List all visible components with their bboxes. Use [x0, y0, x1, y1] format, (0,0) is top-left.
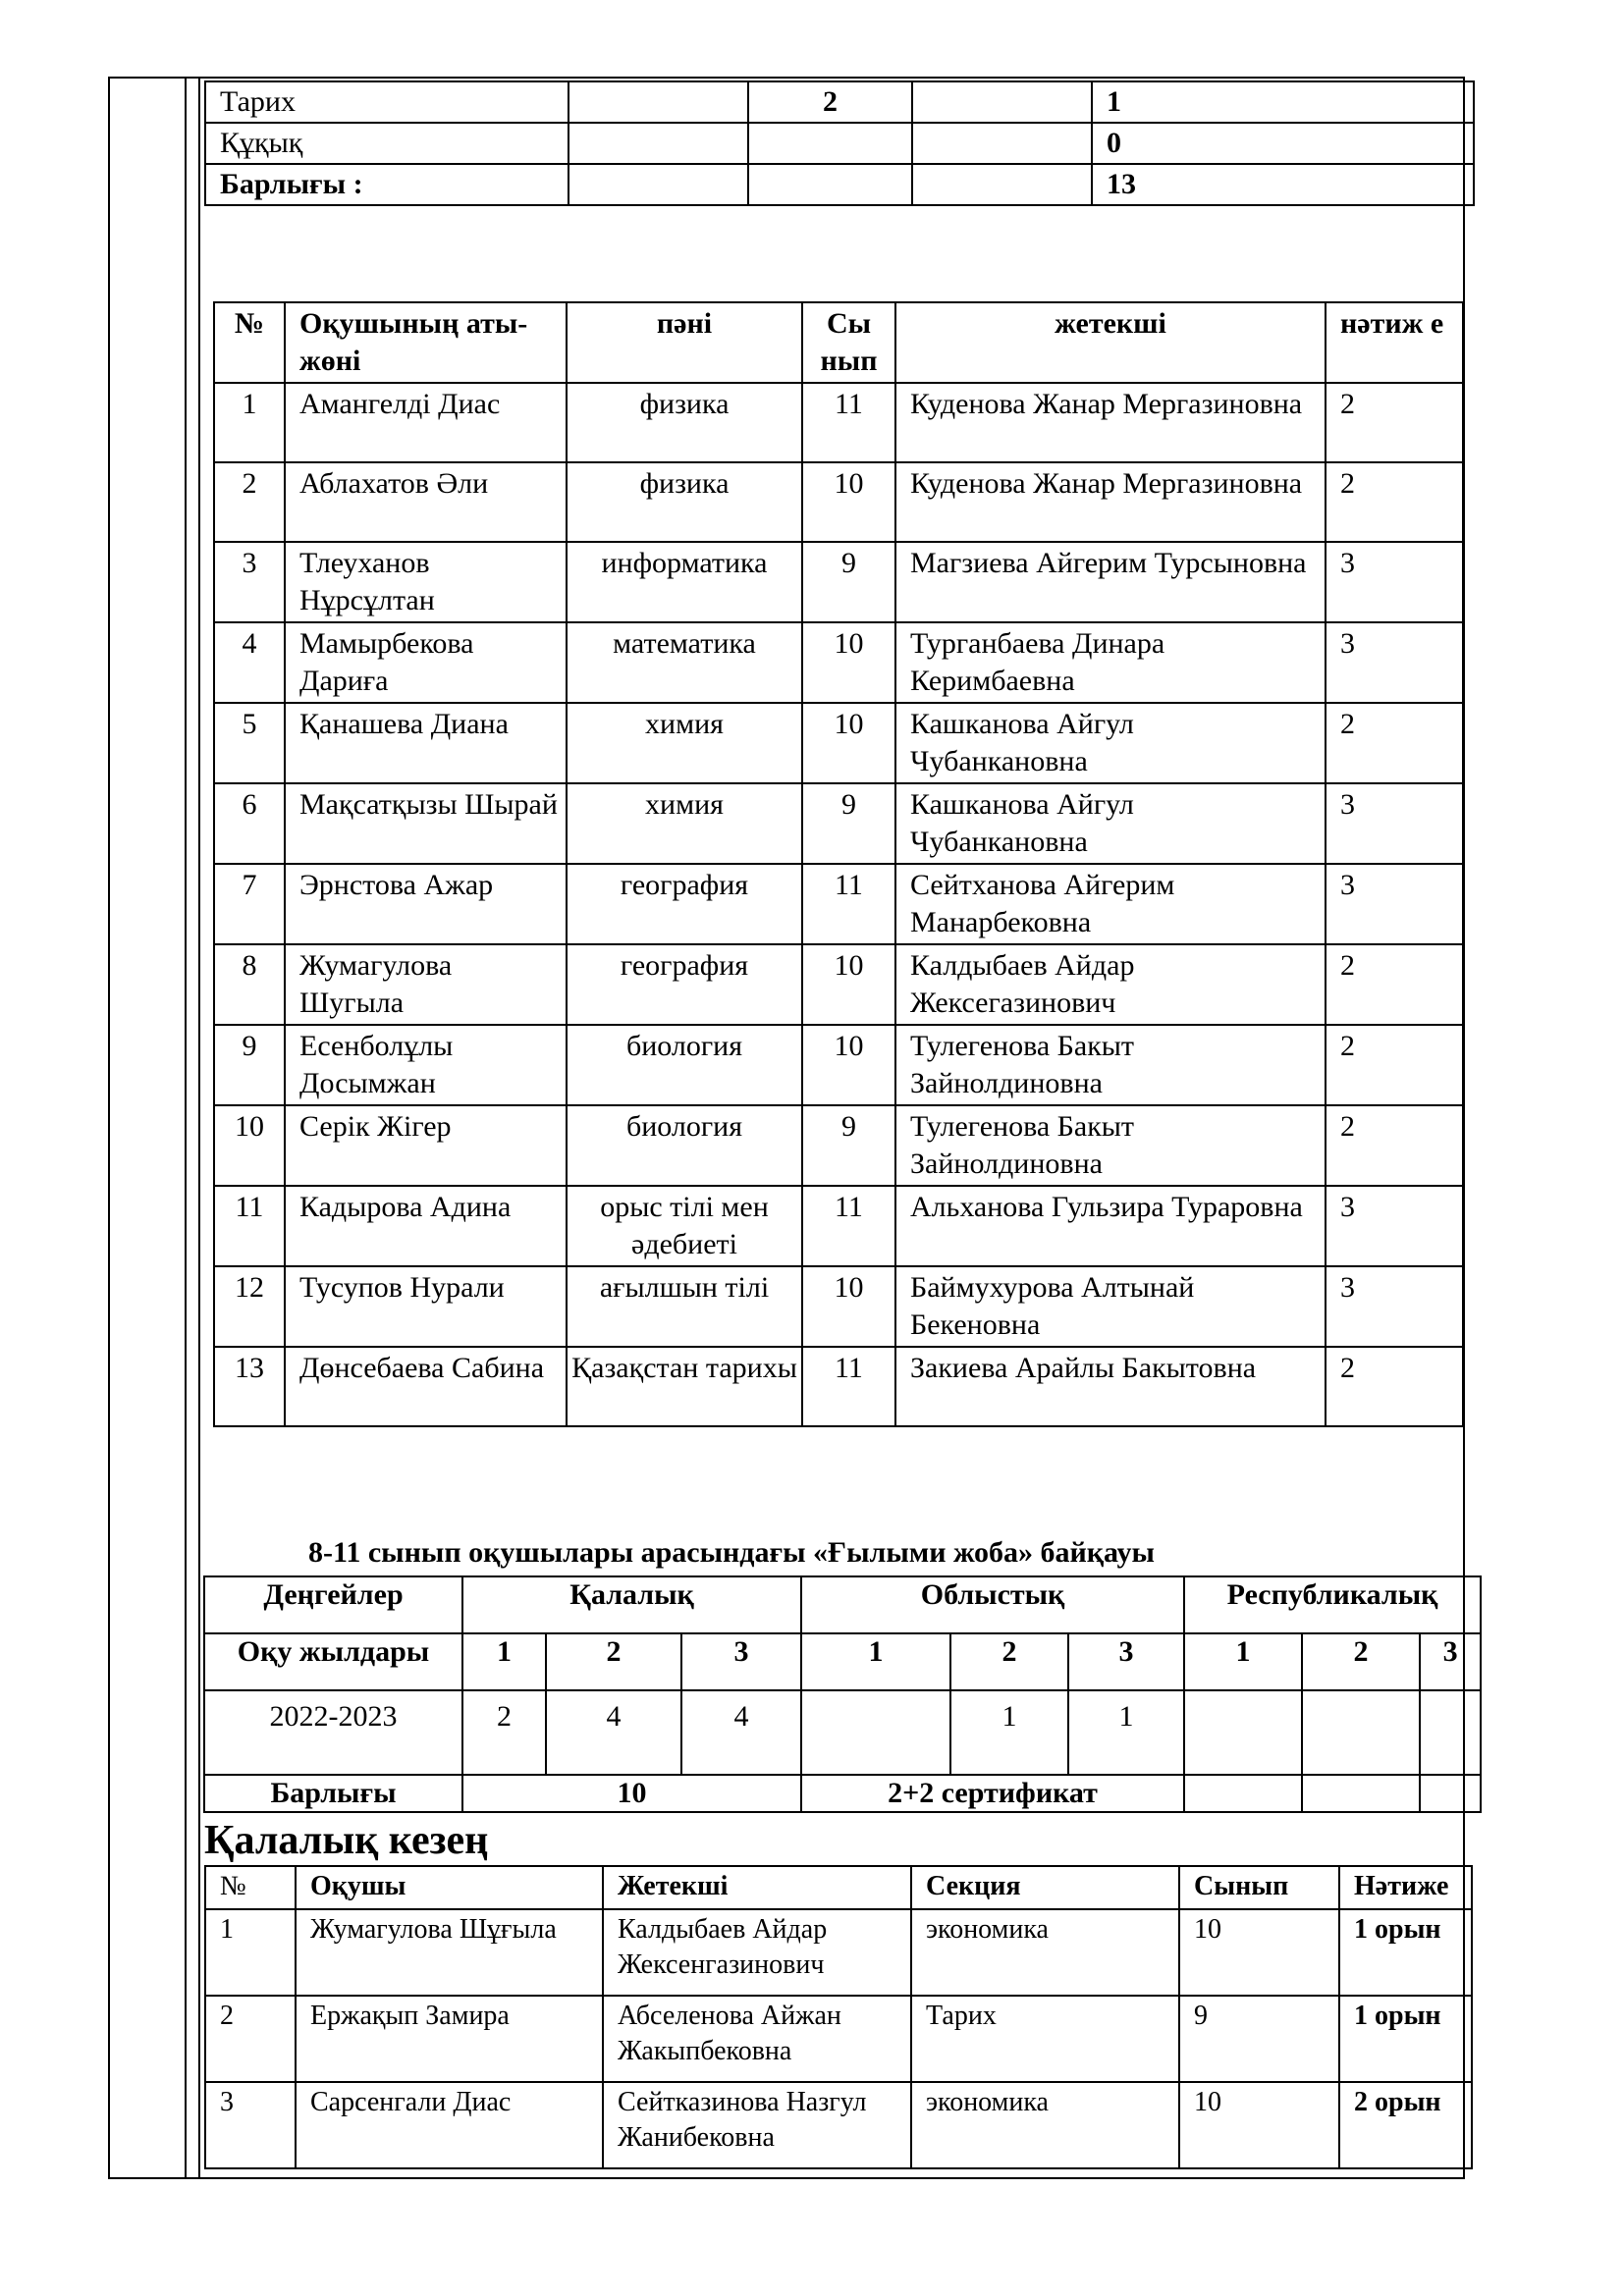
student-name-cell: Эрнстова Ажар — [285, 864, 567, 944]
competition-table — [203, 1575, 1482, 1813]
supervisor-cell: Тулегенова Бакыт Зайнолдиновна — [895, 1025, 1326, 1105]
subject-cell: ағылшын тілі — [567, 1266, 802, 1347]
totals-city: 10 — [462, 1775, 801, 1812]
grade-cell: 10 — [802, 462, 895, 542]
table-row — [205, 123, 1474, 164]
totals-row — [204, 1775, 1481, 1812]
result-cell: 3 — [1326, 542, 1463, 622]
result-cell: 2 — [1326, 944, 1463, 1025]
grade-cell: 10 — [802, 622, 895, 703]
page-frame-top — [108, 77, 1463, 79]
place-cell: 2 — [546, 1633, 681, 1690]
subject-cell: география — [567, 944, 802, 1025]
result-cell: 3 — [1326, 864, 1463, 944]
supervisor-cell: Баймухурова Алтынай Бекеновна — [895, 1266, 1326, 1347]
years-label: Оқу жылдары — [204, 1633, 462, 1690]
grade-cell: 11 — [802, 864, 895, 944]
student-name-cell: Кадырова Адина — [285, 1186, 567, 1266]
supervisor-cell: Абселенова Айжан Жакыпбековна — [603, 1996, 911, 2082]
result-cell: 2 — [1326, 462, 1463, 542]
header-num: № — [205, 1866, 296, 1909]
table-row — [214, 1266, 1463, 1347]
result-cell: 2 — [1326, 1347, 1463, 1426]
student-name-cell: Аблахатов Әли — [285, 462, 567, 542]
place-cell: 2 — [950, 1633, 1068, 1690]
table-row — [214, 1025, 1463, 1105]
header-subject: пәні — [567, 302, 802, 383]
totals-republic-cell — [1420, 1775, 1481, 1812]
total-label-cell: Барлығы : — [205, 164, 568, 205]
value-cell: 2 — [748, 81, 912, 123]
student-name-cell: Есенболұлы Досымжан — [285, 1025, 567, 1105]
row-num-cell: 7 — [214, 864, 285, 944]
table-row — [214, 864, 1463, 944]
place-cell: 1 — [1184, 1633, 1302, 1690]
header-name: Оқушының аты-жөні — [285, 302, 567, 383]
competition-title: 8-11 сынып оқушылары арасындағы «Ғылыми жоба» байқауы — [308, 1536, 1155, 1569]
row-num-cell: 12 — [214, 1266, 285, 1347]
value-cell — [748, 123, 912, 164]
count-cell: 4 — [681, 1690, 801, 1775]
grade-cell: 9 — [802, 783, 895, 864]
table-row — [214, 542, 1463, 622]
subject-cell: биология — [567, 1105, 802, 1186]
place-cell: 1 — [801, 1633, 950, 1690]
row-num-cell: 5 — [214, 703, 285, 783]
student-cell: Ержақып Замира — [296, 1996, 603, 2082]
total-value-cell: 13 — [1092, 164, 1474, 205]
subject-cell: Тарих — [205, 81, 568, 123]
row-num-cell: 9 — [214, 1025, 285, 1105]
supervisor-cell: Кашканова Айгул Чубанкановна — [895, 783, 1326, 864]
count-cell: 4 — [546, 1690, 681, 1775]
table-row — [214, 703, 1463, 783]
city-stage-title: Қалалық кезең — [204, 1818, 489, 1863]
grade-cell: 9 — [802, 1105, 895, 1186]
result-cell: 2 — [1326, 1025, 1463, 1105]
header-result: Нәтиже — [1339, 1866, 1472, 1909]
row-num-cell: 2 — [205, 1996, 296, 2082]
header-student: Оқушы — [296, 1866, 603, 1909]
page-frame-inner-left — [185, 77, 187, 2179]
value-cell: 0 — [1092, 123, 1474, 164]
count-cell: 2 — [462, 1690, 546, 1775]
place-cell: 2 — [1302, 1633, 1420, 1690]
subject-cell: математика — [567, 622, 802, 703]
row-num-cell: 13 — [214, 1347, 285, 1426]
supervisor-cell: Альханова Гульзира Тураровна — [895, 1186, 1326, 1266]
page-frame-bottom — [108, 2177, 1463, 2179]
place-cell: 3 — [681, 1633, 801, 1690]
student-name-cell: Мақсатқызы Шырай — [285, 783, 567, 864]
year-cell: 2022-2023 — [204, 1690, 462, 1775]
count-cell: 1 — [1068, 1690, 1184, 1775]
year-row — [204, 1690, 1481, 1775]
supervisor-cell: Сейтказинова Назгул Жанибековна — [603, 2082, 911, 2168]
value-cell — [912, 81, 1092, 123]
student-name-cell: Серік Жігер — [285, 1105, 567, 1186]
grade-cell: 9 — [802, 542, 895, 622]
value-cell — [912, 123, 1092, 164]
supervisor-cell: Калдыбаев Айдар Жексенгазинович — [603, 1909, 911, 1996]
grade-cell: 11 — [802, 1186, 895, 1266]
row-num-cell: 4 — [214, 622, 285, 703]
result-cell: 3 — [1326, 1186, 1463, 1266]
row-num-cell: 2 — [214, 462, 285, 542]
student-name-cell: Тлеуханов Нұрсұлтан — [285, 542, 567, 622]
result-cell: 1 орын — [1339, 1996, 1472, 2082]
supervisor-cell: Магзиева Айгерим Турсыновна — [895, 542, 1326, 622]
table-row — [214, 944, 1463, 1025]
places-row — [204, 1633, 1481, 1690]
supervisor-cell: Куденова Жанар Мергазиновна — [895, 462, 1326, 542]
header-supervisor: Жетекші — [603, 1866, 911, 1909]
subject-cell: информатика — [567, 542, 802, 622]
grade-cell: 10 — [1179, 1909, 1339, 1996]
table-row — [205, 1909, 1472, 1996]
subject-cell: химия — [567, 703, 802, 783]
totals-republic-cell — [1184, 1775, 1302, 1812]
result-cell: 2 — [1326, 1105, 1463, 1186]
row-num-cell: 3 — [205, 2082, 296, 2168]
subject-cell: Қазақстан тарихы — [567, 1347, 802, 1426]
row-num-cell: 6 — [214, 783, 285, 864]
student-name-cell: Мамырбекова Дариға — [285, 622, 567, 703]
supervisor-cell: Кашканова Айгул Чубанкановна — [895, 703, 1326, 783]
subject-cell: физика — [567, 462, 802, 542]
row-num-cell: 3 — [214, 542, 285, 622]
student-name-cell: Қанашева Диана — [285, 703, 567, 783]
students-table — [213, 301, 1464, 1427]
totals-label: Барлығы — [204, 1775, 462, 1812]
grade-cell: 10 — [1179, 2082, 1339, 2168]
grade-cell: 9 — [1179, 1996, 1339, 2082]
student-name-cell: Амангелді Диас — [285, 383, 567, 462]
header-grade: Сы нып — [802, 302, 895, 383]
table-row — [214, 1186, 1463, 1266]
value-cell — [912, 164, 1092, 205]
value-cell — [568, 81, 748, 123]
result-cell: 2 — [1326, 703, 1463, 783]
header-grade: Сынып — [1179, 1866, 1339, 1909]
header-result: нәтиж е — [1326, 302, 1463, 383]
value-cell: 1 — [1092, 81, 1474, 123]
supervisor-cell: Калдыбаев Айдар Жексегазинович — [895, 944, 1326, 1025]
result-cell: 3 — [1326, 783, 1463, 864]
subject-summary-table — [204, 80, 1475, 206]
result-cell: 2 — [1326, 383, 1463, 462]
level-city: Қалалық — [462, 1576, 801, 1633]
section-cell: Тарих — [911, 1996, 1179, 2082]
table-row — [205, 1996, 1472, 2082]
grade-cell: 10 — [802, 703, 895, 783]
table-row — [214, 783, 1463, 864]
supervisor-cell: Тулегенова Бакыт Зайнолдиновна — [895, 1105, 1326, 1186]
count-cell: 1 — [950, 1690, 1068, 1775]
student-cell: Жумагулова Шұғыла — [296, 1909, 603, 1996]
place-cell: 3 — [1068, 1633, 1184, 1690]
result-cell: 3 — [1326, 622, 1463, 703]
grade-cell: 10 — [802, 1025, 895, 1105]
levels-label: Деңгейлер — [204, 1576, 462, 1633]
table-header-row — [205, 1866, 1472, 1909]
grade-cell: 10 — [802, 944, 895, 1025]
level-regional: Облыстық — [801, 1576, 1184, 1633]
place-cell: 3 — [1420, 1633, 1481, 1690]
table-row — [214, 383, 1463, 462]
subject-cell: физика — [567, 383, 802, 462]
value-cell — [568, 164, 748, 205]
city-stage-table — [204, 1865, 1473, 2169]
header-supervisor: жетекші — [895, 302, 1326, 383]
table-row — [205, 2082, 1472, 2168]
section-cell: экономика — [911, 1909, 1179, 1996]
row-num-cell: 1 — [205, 1909, 296, 1996]
count-cell — [1302, 1690, 1420, 1775]
table-row — [214, 1347, 1463, 1426]
page-frame-left — [108, 77, 110, 2179]
count-cell — [1420, 1690, 1481, 1775]
table-row — [205, 164, 1474, 205]
table-row — [214, 462, 1463, 542]
subject-cell: Құқық — [205, 123, 568, 164]
row-num-cell: 11 — [214, 1186, 285, 1266]
subject-cell: химия — [567, 783, 802, 864]
value-cell — [568, 123, 748, 164]
student-name-cell: Жумагулова Шугыла — [285, 944, 567, 1025]
section-cell: экономика — [911, 2082, 1179, 2168]
student-name-cell: Дөнсебаева Сабина — [285, 1347, 567, 1426]
levels-row — [204, 1576, 1481, 1633]
result-cell: 3 — [1326, 1266, 1463, 1347]
count-cell — [801, 1690, 950, 1775]
place-cell: 1 — [462, 1633, 546, 1690]
header-section: Секция — [911, 1866, 1179, 1909]
subject-cell: орыс тілі мен әдебиеті — [567, 1186, 802, 1266]
row-num-cell: 8 — [214, 944, 285, 1025]
grade-cell: 10 — [802, 1266, 895, 1347]
value-cell — [748, 164, 912, 205]
supervisor-cell: Сейтханова Айгерим Манарбековна — [895, 864, 1326, 944]
supervisor-cell: Закиева Арайлы Бакытовна — [895, 1347, 1326, 1426]
header-num: № — [214, 302, 285, 383]
table-row — [214, 622, 1463, 703]
totals-regional: 2+2 сертификат — [801, 1775, 1184, 1812]
subject-cell: биология — [567, 1025, 802, 1105]
page-frame-inner-left-2 — [198, 77, 200, 2179]
result-cell: 2 орын — [1339, 2082, 1472, 2168]
totals-republic-cell — [1302, 1775, 1420, 1812]
subject-cell: география — [567, 864, 802, 944]
student-name-cell: Тусупов Нурали — [285, 1266, 567, 1347]
row-num-cell: 1 — [214, 383, 285, 462]
result-cell: 1 орын — [1339, 1909, 1472, 1996]
row-num-cell: 10 — [214, 1105, 285, 1186]
grade-cell: 11 — [802, 1347, 895, 1426]
supervisor-cell: Куденова Жанар Мергазиновна — [895, 383, 1326, 462]
student-cell: Сарсенгали Диас — [296, 2082, 603, 2168]
count-cell — [1184, 1690, 1302, 1775]
table-row — [214, 1105, 1463, 1186]
supervisor-cell: Турганбаева Динара Керимбаевна — [895, 622, 1326, 703]
level-republic: Республикалық — [1184, 1576, 1481, 1633]
grade-cell: 11 — [802, 383, 895, 462]
table-header-row — [214, 302, 1463, 383]
table-row — [205, 81, 1474, 123]
